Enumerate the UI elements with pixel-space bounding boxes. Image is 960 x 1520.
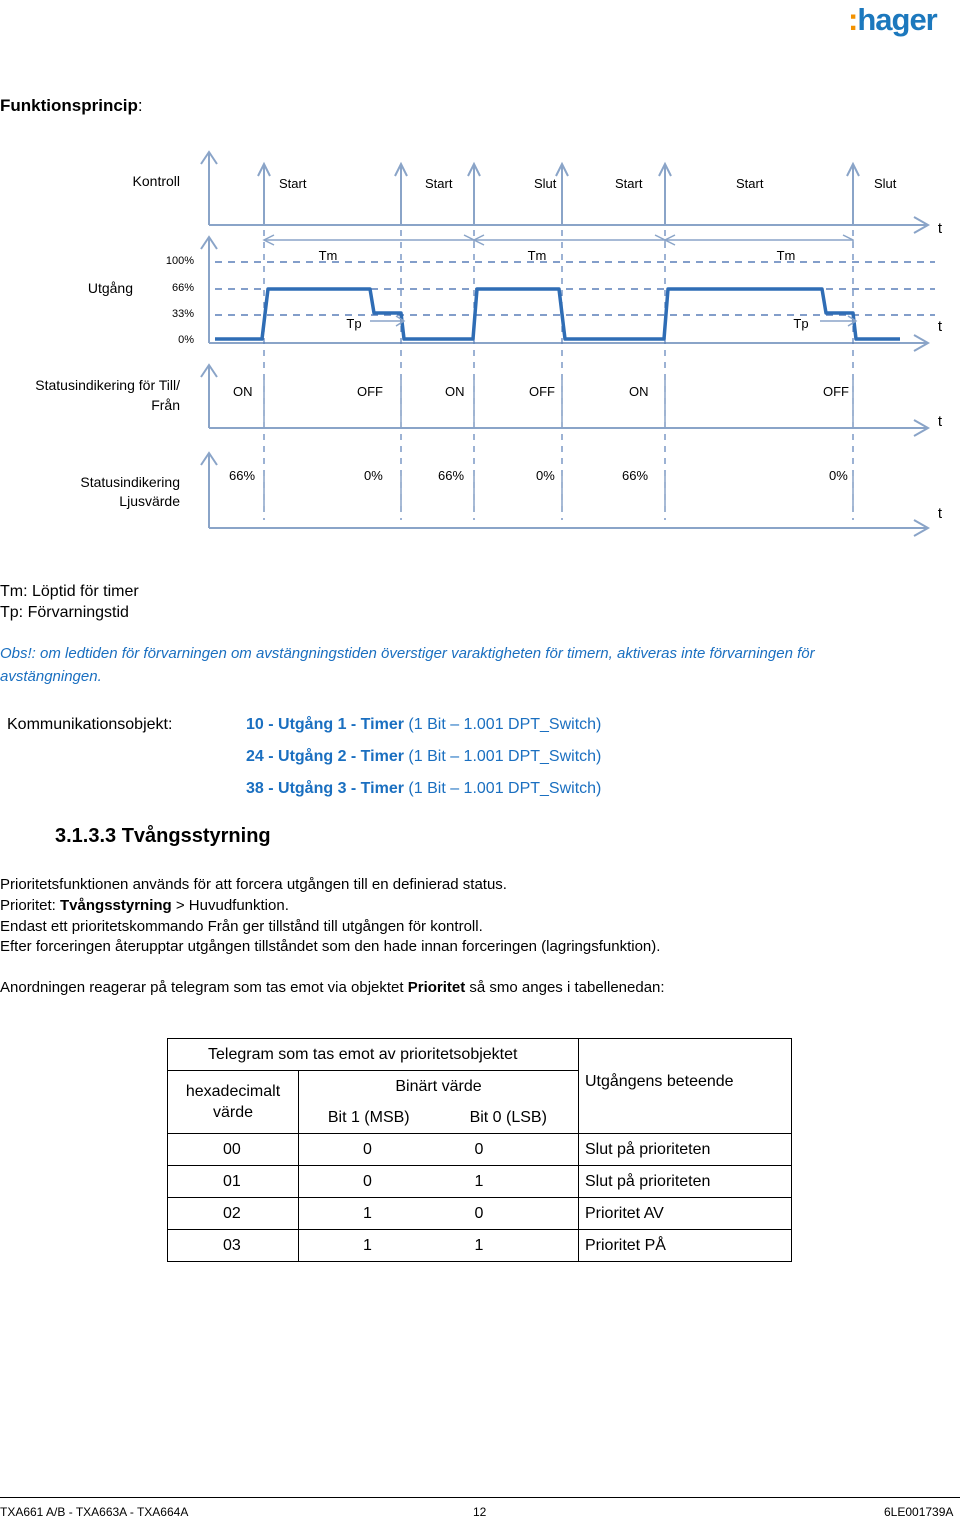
row-label-status1: Statusindikering för Till/	[35, 377, 180, 393]
logo-dots: :	[848, 2, 858, 37]
behavior-header-cell: Utgångens beteende	[579, 1039, 792, 1134]
body-p4: Efter forceringen återupptar utgången tillståndet som den hade innan forceringen (lagringsfunktion).	[0, 938, 661, 955]
bit1-header-cell: Bit 1 (MSB)	[299, 1102, 439, 1134]
bit0-cell: 1	[439, 1230, 579, 1262]
control-event-label: Start	[615, 176, 643, 191]
body-p2	[0, 895, 289, 916]
t-label: t	[937, 318, 943, 335]
status2-label: 66%	[622, 468, 649, 483]
tp-label: Tp	[793, 316, 809, 331]
comm-object-38	[246, 780, 601, 798]
note-line-1: Obs!: om ledtiden för förvarningen om avstängningstiden överstiger varaktigheten för timern, aktiveras inte förvarningen för	[0, 645, 815, 662]
heading-text: Funktionsprincip	[0, 96, 138, 115]
bit1-cell: 0	[299, 1134, 439, 1166]
status1-label: OFF	[357, 384, 383, 399]
priority-table	[167, 1038, 792, 1262]
footer-divider	[0, 1497, 960, 1498]
bit0-cell: 0	[439, 1134, 579, 1166]
legend-tp: Tp: Förvarningstid	[0, 604, 129, 621]
comm-label: Kommunikationsobjekt:	[7, 716, 173, 733]
control-event-label: Slut	[534, 176, 557, 191]
tm-label: Tm	[776, 248, 796, 263]
behavior-cell: Prioritet PÅ	[579, 1230, 792, 1262]
comm-object-type: (1 Bit – 1.001 DPT_Switch)	[403, 716, 602, 733]
status1-label: ON	[445, 384, 465, 399]
table-row	[168, 1166, 792, 1198]
comm-object-type: (1 Bit – 1.001 DPT_Switch)	[403, 748, 602, 765]
t-label: t	[937, 505, 943, 522]
status2-label: 66%	[438, 468, 465, 483]
row-label-status1: Från	[151, 397, 180, 413]
t-label: t	[937, 220, 943, 237]
tm-label: Tm	[318, 248, 338, 263]
level-label: 66%	[171, 282, 194, 294]
footer-doc-ref: TXA661 A/B - TXA663A - TXA664A	[0, 1505, 189, 1519]
comm-object-name: 24 - Utgång 2 - Timer	[246, 748, 404, 765]
output-signal	[215, 289, 900, 339]
table-header-row-1	[168, 1039, 792, 1071]
hex-cell: 03	[168, 1230, 299, 1262]
page-heading	[0, 96, 143, 116]
status1-label: ON	[233, 384, 253, 399]
tm-label: Tm	[527, 248, 547, 263]
status1-label: OFF	[529, 384, 555, 399]
status2-label: 0%	[364, 468, 383, 483]
behavior-cell: Slut på prioriteten	[579, 1166, 792, 1198]
control-event-label: Start	[425, 176, 453, 191]
t-label: t	[937, 413, 943, 430]
bit0-cell: 0	[439, 1198, 579, 1230]
control-event-label: Start	[279, 176, 307, 191]
status1-label: OFF	[823, 384, 849, 399]
bit1-cell: 1	[299, 1198, 439, 1230]
binary-header-cell: Binärt värde	[299, 1071, 579, 1103]
level-label: 33%	[171, 308, 194, 320]
hex-header-cell	[168, 1071, 299, 1134]
note-line-2: avstängningen.	[0, 668, 102, 685]
body-p5-b: Prioritet	[407, 979, 466, 996]
body-p5-a: Anordningen reagerar på telegram som tas emot via objektet	[0, 979, 408, 996]
control-event-label: Start	[736, 176, 764, 191]
tp-label: Tp	[346, 316, 362, 331]
section-title: 3.1.3.3 Tvångsstyrning	[55, 825, 271, 847]
hager-logo	[848, 2, 937, 38]
status1-label: ON	[629, 384, 649, 399]
status2-label: 0%	[536, 468, 555, 483]
logo-name: hager	[857, 2, 937, 37]
timing-diagram	[0, 140, 960, 550]
group-header-cell: Telegram som tas emot av prioritetsobjektet	[168, 1039, 579, 1071]
level-label: 100%	[165, 255, 194, 267]
behavior-cell: Slut på prioriteten	[579, 1134, 792, 1166]
comm-object-10	[246, 716, 601, 734]
hex-cell: 01	[168, 1166, 299, 1198]
status2-label: 0%	[829, 468, 848, 483]
comm-object-name: 10 - Utgång 1 - Timer	[246, 716, 404, 733]
table-row	[168, 1230, 792, 1262]
behavior-cell: Prioritet AV	[579, 1198, 792, 1230]
body-p3: Endast ett prioritetskommando Från ger tillstånd till utgången för kontroll.	[0, 918, 483, 935]
row-label-status2: Statusindikering	[80, 474, 180, 490]
body-p2-a: Prioritet:	[0, 897, 61, 914]
body-p1: Prioritetsfunktionen används för att forcera utgången till en definierad status.	[0, 876, 507, 893]
control-event-label: Slut	[874, 176, 897, 191]
footer-page-number: 12	[473, 1505, 487, 1519]
level-label: 0%	[178, 334, 194, 346]
comm-object-24	[246, 748, 601, 766]
footer-doc-code: 6LE001739A	[884, 1505, 954, 1519]
heading-colon: :	[137, 96, 143, 115]
row-label-output: Utgång	[87, 280, 133, 296]
body-p2-c: > Huvudfunktion.	[171, 897, 289, 914]
body-p2-b: Tvångsstyrning	[60, 897, 172, 914]
table-row	[168, 1198, 792, 1230]
status2-label: 66%	[229, 468, 256, 483]
table-row	[168, 1134, 792, 1166]
bit0-header-cell: Bit 0 (LSB)	[439, 1102, 579, 1134]
legend-tm: Tm: Löptid för timer	[0, 583, 139, 600]
hex-header-line-2: värde	[212, 1104, 254, 1121]
hex-cell: 02	[168, 1198, 299, 1230]
bit1-cell: 0	[299, 1166, 439, 1198]
comm-object-name: 38 - Utgång 3 - Timer	[246, 780, 404, 797]
hex-header-line-1: hexadecimalt	[185, 1083, 281, 1100]
row-label-status2: Ljusvärde	[119, 493, 180, 509]
row-label-control: Kontroll	[132, 173, 180, 189]
bit1-cell: 1	[299, 1230, 439, 1262]
bit0-cell: 1	[439, 1166, 579, 1198]
hex-cell: 00	[168, 1134, 299, 1166]
body-p5-c: så smo anges i tabellenedan:	[465, 979, 665, 996]
body-p5	[0, 977, 665, 998]
comm-object-type: (1 Bit – 1.001 DPT_Switch)	[403, 780, 602, 797]
